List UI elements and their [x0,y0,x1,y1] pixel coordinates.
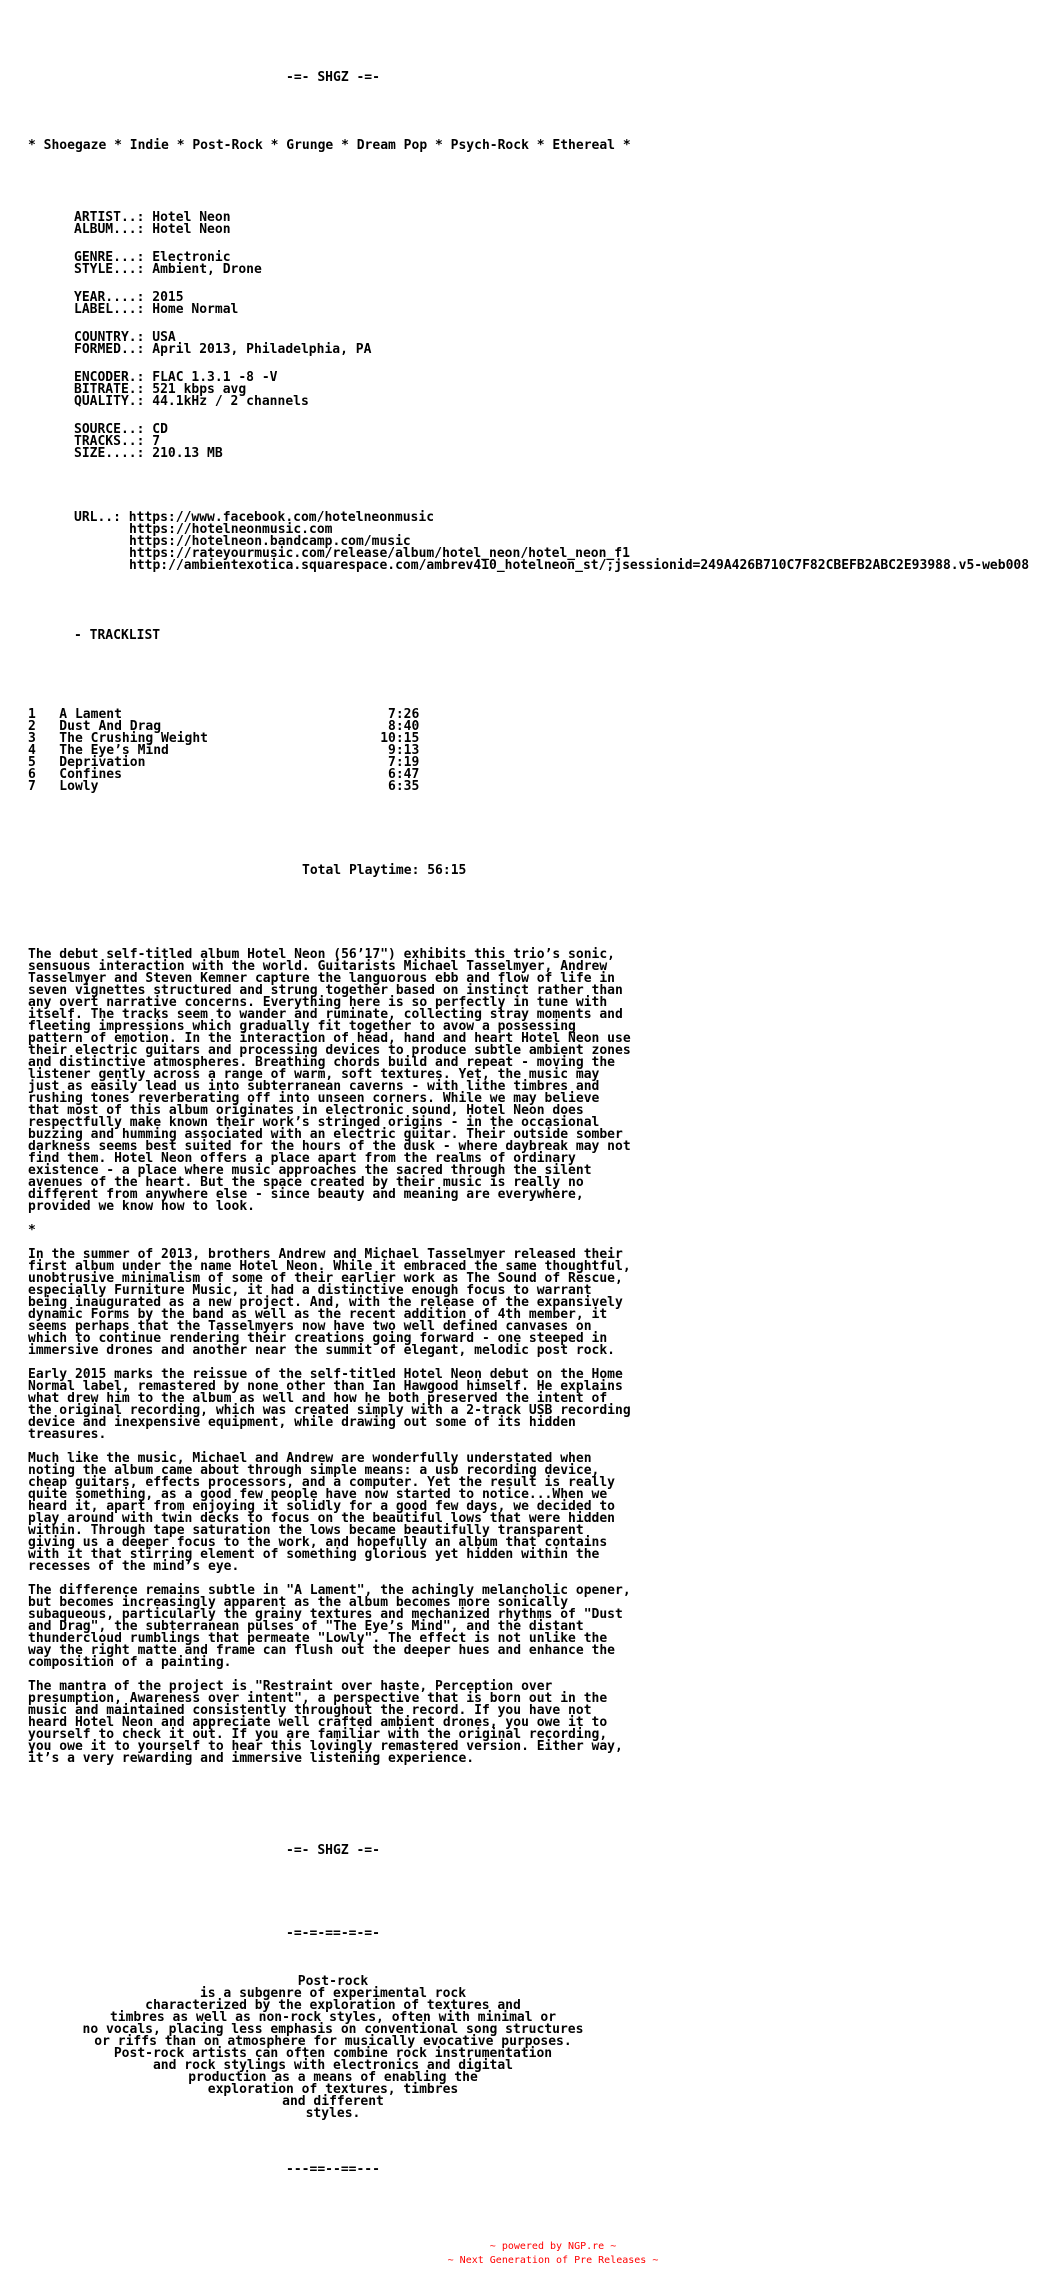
url-list [74,512,1064,572]
footer-divider-bottom: ---==--==--- [286,2162,380,2177]
review-line: sensuous interaction with the world. Guitarists Michael Tasselmyer, Andrew [28,959,608,974]
info-field: FORMED..: April 2013, Philadelphia, PA [74,342,372,357]
review-paragraph [28,949,1064,1213]
postrock-line: Post-rock artists can often combine rock instrumentation [113,2046,553,2061]
review-line: and Drag", the subterranean pulses of "The Eye’s Mind", and the distant [28,1619,584,1634]
review-line: heard it, apart from enjoying it solidly for a good few days, we decided to [28,1499,615,1514]
review-line: buzzing and humming associated with an electric guitar. Their outside somber [28,1127,623,1142]
url-line: https://hotelneon.bandcamp.com/music [129,534,411,549]
review-line: rushing tones reverberating off into unseen corners. While we may believe [28,1091,600,1106]
review-line: the original recording, which was created simply with a 2-track USB recording [28,1403,631,1418]
review-line: unobtrusive minimalism of some of their earlier work as The Sound of Rescue, [28,1271,623,1286]
review-line: avenues of the heart. But the space created by their music is really no [28,1175,584,1190]
postrock-description [28,1976,638,2120]
review-line: cheap guitars, effects processors, and a computer. Yet the result is really [28,1475,615,1490]
url-line: http://ambientexotica.squarespace.com/ambrev410_hotelneon_st/;jsessionid=249A426B710C7F82CBEFB2ABC2E93988.v5-web008 [129,558,1030,573]
review-line: it’s a very rewarding and immersive listening experience. [28,1751,475,1766]
postrock-line: no vocals, placing less emphasis on conventional song structures [82,2022,584,2037]
review-line: pattern of emotion. In the interaction of head, hand and heart Hotel Neon use [28,1031,631,1046]
review-line: especially Furniture Music, it had a distinctive enough focus to warrant [28,1283,592,1298]
review-line: which to continue rendering their creations going forward - one steeped in [28,1331,608,1346]
header-banner: -=- SHGZ -=- [286,70,380,85]
postrock-line: styles. [305,2106,361,2121]
info-group [74,332,1064,356]
info-field: YEAR....: 2015 [74,290,184,305]
postrock-line: is a subgenre of experimental rock [199,1986,467,2001]
review-line: noting the album came about through simple means: a usb recording device, [28,1463,600,1478]
review-line: darkness seems best suited for the hours of the dusk - where daybreak may not [28,1139,631,1154]
track-row: 5 Deprivation 7:19 [28,755,420,770]
review-line: itself. The tracks seem to wander and ruminate, collecting stray moments and [28,1007,623,1022]
postrock-line: exploration of textures, timbres [207,2082,459,2097]
info-field: SIZE....: 210.13 MB [74,446,223,461]
review-line: giving us a deeper focus to the work, and hopefully an album that contains [28,1535,608,1550]
review-line: device and inexpensive equipment, while drawing out some of its hidden [28,1415,576,1430]
review-line: their electric guitars and processing devices to produce subtle ambient zones [28,1043,631,1058]
review-line: seven vignettes structured and strung together based on instinct rather than [28,983,623,998]
track-row: 4 The Eye’s Mind 9:13 [28,743,420,758]
track-row: 2 Dust And Drag 8:40 [28,719,420,734]
postrock-line: and different [282,2094,384,2109]
review-line: Normal label, remastered by none other than Ian Hawgood himself. He explains [28,1379,623,1394]
info-field: ARTIST..: Hotel Neon [74,210,231,225]
info-field: QUALITY.: 44.1kHz / 2 channels [74,394,309,409]
review-paragraph [28,1681,1064,1765]
review-line: within. Through tape saturation the lows became beautifully transparent [28,1523,584,1538]
review-paragraph [28,1225,1064,1237]
review-line: what drew him to the album as well and how he both preserved the intent of [28,1391,608,1406]
review-line: being inaugurated as a new project. And, with the release of the expansively [28,1295,623,1310]
postrock-line: Post-rock [297,1974,369,1989]
info-field: ALBUM...: Hotel Neon [74,222,231,237]
footer-divider-top: -=-=-==-=-=- [286,1926,380,1941]
postrock-line: characterized by the exploration of textures and [145,1998,521,2013]
total-playtime: Total Playtime: 56:15 [302,863,467,878]
info-group [74,372,1064,408]
review-line: with it that stirring element of something glorious yet hidden within the [28,1547,600,1562]
info-group [74,212,1064,236]
track-row: 3 The Crushing Weight 10:15 [28,731,420,746]
credits-line: ~ Next Generation of Pre Releases ~ [447,2255,659,2266]
review-line: Much like the music, Michael and Andrew are wonderfully understated when [28,1451,592,1466]
review-line: heard Hotel Neon and appreciate well crafted ambient drones, you owe it to [28,1715,608,1730]
review-paragraph [28,1369,1064,1441]
review-line: fleeting impressions which gradually fit together to avow a possessing [28,1019,576,1034]
review-line: you owe it to yourself to hear this lovingly remastered version. Either way, [28,1739,623,1754]
info-field: BITRATE.: 521 kbps avg [74,382,247,397]
review-line: In the summer of 2013, brothers Andrew and Michael Tasselmyer released their [28,1247,623,1262]
review-line: seems perhaps that the Tasselmyers now have two well defined canvases on [28,1319,592,1334]
review-line: provided we know how to look. [28,1199,255,1214]
postrock-line: and rock stylings with electronics and digital [152,2058,514,2073]
review-line: yourself to check it out. If you are familiar with the original recording, [28,1727,608,1742]
info-field: STYLE...: Ambient, Drone [74,262,262,277]
review-line: respectfully make known their work’s stringed origins - in the occasional [28,1115,600,1130]
review-line: treasures. [28,1427,107,1442]
url-line: URL..: https://www.facebook.com/hotelneonmusic [74,510,435,525]
review-paragraph [28,1453,1064,1573]
postrock-line: or riffs than on atmosphere for musically evocative purposes. [94,2034,572,2049]
review-line: way the right matte and frame can flush out the deeper hues and enhance the [28,1643,615,1658]
review-line: The mantra of the project is "Restraint over haste, Perception over [28,1679,553,1694]
review-paragraph [28,1249,1064,1357]
info-field: COUNTRY.: USA [74,330,176,345]
review-line: The debut self-titled album Hotel Neon (56’17") exhibits this trio’s sonic, [28,947,615,962]
review-line: but becomes increasingly apparent as the album becomes more sonically [28,1595,569,1610]
review-line: music and maintained consistently throughout the record. If you have not [28,1703,592,1718]
info-field: LABEL...: Home Normal [74,302,239,317]
review-text [28,949,1064,1765]
review-line: different from anywhere else - since beauty and meaning are everywhere, [28,1187,584,1202]
info-group [74,292,1064,316]
review-line: The difference remains subtle in "A Lament", the achingly melancholic opener, [28,1583,631,1598]
review-line: subaqueous, particularly the grainy textures and mechanized rhythms of "Dust [28,1607,623,1622]
review-line: play around with twin decks to focus on the beautiful lows that were hidden [28,1511,615,1526]
review-line: just as easily lead us into subterranean caverns - with lithe timbres and [28,1079,600,1094]
url-line: https://hotelneonmusic.com [129,522,333,537]
info-group [74,252,1064,276]
postrock-line: production as a means of enabling the [188,2070,478,2085]
review-line: composition of a painting. [28,1655,232,1670]
review-line: that most of this album originates in electronic sound, Hotel Neon does [28,1103,584,1118]
review-line: listener gently across a range of warm, soft textures. Yet, the music may [28,1067,600,1082]
review-line: find them. Hotel Neon offers a place apart from the realms of ordinary [28,1151,576,1166]
tracklist-heading: - TRACKLIST [74,628,161,643]
review-line: * [28,1223,36,1238]
review-line: first album under the name Hotel Neon. While it embraced the same thoughtful, [28,1259,631,1274]
review-line: immersive drones and another near the summit of elegant, melodic post rock. [28,1343,615,1358]
tracklist [28,709,1064,793]
footer-banner: -=- SHGZ -=- [286,1843,380,1858]
url-line: https://rateyourmusic.com/release/album/hotel_neon/hotel_neon_f1 [129,546,630,561]
review-line: Tasselmyer and Steven Kemner capture the languorous ebb and flow of life in [28,971,615,986]
info-field: TRACKS..: 7 [74,434,161,449]
postrock-line: timbres as well as non-rock styles, often with minimal or [109,2010,557,2025]
review-line: existence - a place where music approaches the sacred through the silent [28,1163,592,1178]
review-line: dynamic Forms by the band as well as the recent addition of 4th member, it [28,1307,608,1322]
review-paragraph [28,1585,1064,1669]
review-line: and distinctive atmospheres. Breathing chords build and repeat - moving the [28,1055,615,1070]
credits-line: ~ powered by NGP.re ~ [489,2241,617,2252]
review-line: recesses of the mind’s eye. [28,1559,240,1574]
release-info [74,212,1064,460]
track-row: 6 Confines 6:47 [28,767,420,782]
info-field: ENCODER.: FLAC 1.3.1 -8 -V [74,370,278,385]
genre-tags-line: * Shoegaze * Indie * Post-Rock * Grunge * Dream Pop * Psych-Rock * Ethereal * [28,138,631,153]
info-field: SOURCE..: CD [74,422,168,437]
info-field: GENRE...: Electronic [74,250,231,265]
track-row: 1 A Lament 7:26 [28,707,420,722]
release-group-credits [28,2240,1064,2268]
track-row: 7 Lowly 6:35 [28,779,420,794]
review-line: presumption, Awareness over intent", a perspective that is born out in the [28,1691,608,1706]
review-line: any overt narrative concerns. Everything here is so perfectly in tune with [28,995,608,1010]
review-line: thundercloud rumblings that permeate "Lowly". The effect is not unlike the [28,1631,608,1646]
review-line: Early 2015 marks the reissue of the self-titled Hotel Neon debut on the Home [28,1367,623,1382]
review-line: quite something, as a good few people have now started to notice...When we [28,1487,608,1502]
info-group [74,424,1064,460]
